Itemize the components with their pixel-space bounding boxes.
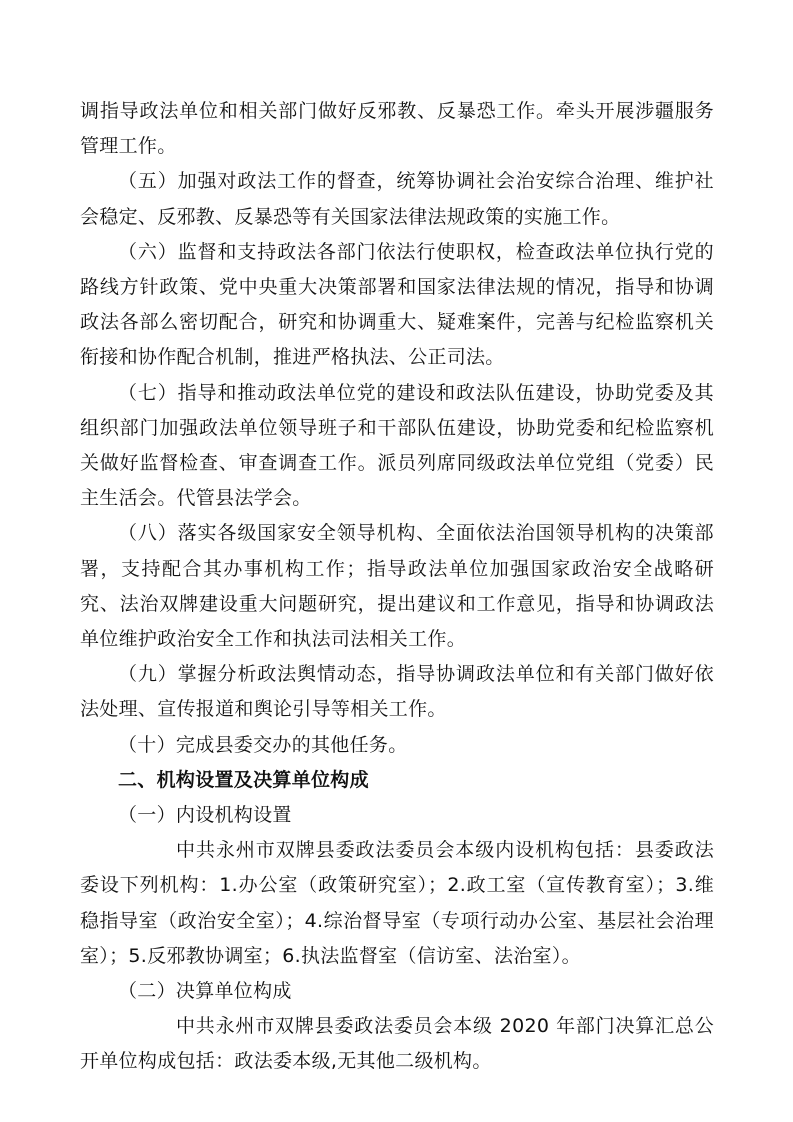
- paragraph-continuation: 调指导政法单位和相关部门做好反邪教、反暴恐工作。牵头开展涉疆服务管理工作。: [80, 100, 714, 158]
- paragraph-item-6: （六）监督和支持政法各部门依法行使职权，检查政法单位执行党的路线方针政策、党中央重大决策部署和国家法律法规的情况，指导和协调政法各部么密切配合，研究和协调重大、疑难案件，完善与纪检监察机关衔接和协作配合机制，推进严格执法、公正司法。: [80, 240, 714, 369]
- paragraph-item-10: （十）完成县委交办的其他任务。: [118, 733, 408, 756]
- paragraph-item-7: （七）指导和推动政法单位党的建设和政法队伍建设，协助党委及其组织部门加强政法单位领导班子和干部队伍建设，协助党委和纪检监察机关做好监督检查、审查调查工作。派员列席同级政法单位党组（党委）民主生活会。代管县法学会。: [80, 381, 714, 510]
- document-body: [80, 94, 714, 1080]
- subsection-body-internal-structure: 中共永州市双牌县委政法委员会本级内设机构包括：县委政法委设下列机构：1.办公室（政策研究室）；2.政工室（宣传教育室）；3.维稳指导室（政治安全室）；4.综治督导室（专项行动办公室、基层社会治理室）；5.反邪教协调室；6.执法监督室（信访室、法治室）。: [80, 839, 714, 967]
- subsection-body-budget-units: 中共永州市双牌县委政法委员会本级 2020 年部门决算汇总公开单位构成包括：政法委本级,无其他二级机构。: [80, 1015, 714, 1073]
- paragraph-item-5: （五）加强对政法工作的督查，统筹协调社会治安综合治理、维护社会稳定、反邪教、反暴恐等有关国家法律法规政策的实施工作。: [80, 170, 714, 228]
- paragraph-item-9: （九）掌握分析政法舆情动态，指导协调政法单位和有关部门做好依法处理、宣传报道和舆论引导等相关工作。: [80, 663, 714, 721]
- section-heading: 二、机构设置及决算单位构成: [118, 768, 369, 791]
- subsection-title-internal-structure: （一）内设机构设置: [118, 804, 292, 827]
- subsection-title-budget-units: （二）决算单位构成: [118, 980, 292, 1003]
- paragraph-item-8: （八）落实各级国家安全领导机构、全面依法治国领导机构的决策部署，支持配合其办事机构工作；指导政法单位加强国家政治安全战略研究、法治双牌建设重大问题研究，提出建议和工作意见，指导和协调政法单位维护政治安全工作和执法司法相关工作。: [80, 522, 714, 651]
